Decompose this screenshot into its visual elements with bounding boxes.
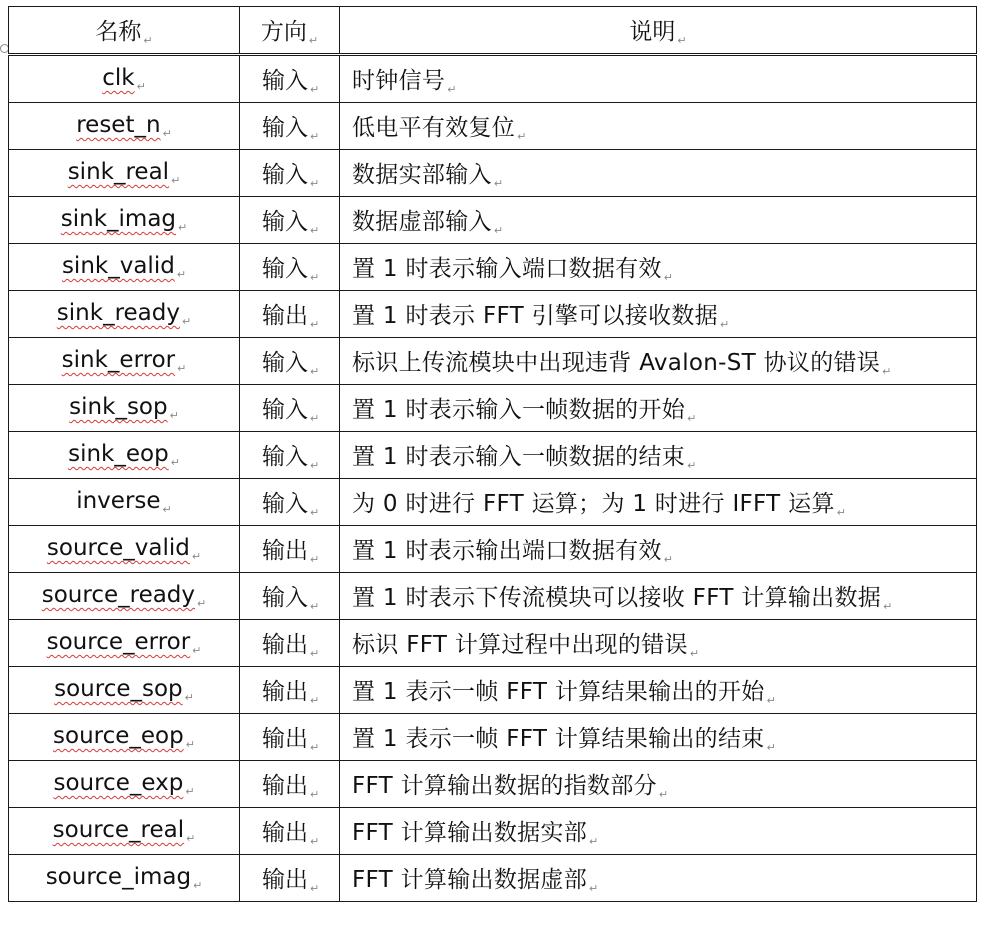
- signal-name-cell[interactable]: [9, 479, 240, 526]
- header-direction-label: 方向: [260, 19, 307, 45]
- table-row: [9, 197, 977, 244]
- paragraph-mark-icon: ↵: [310, 647, 320, 660]
- paragraph-mark-icon: ↵: [493, 177, 504, 190]
- signal-description-cell-text: FFT 计算输出数据的指数部分: [352, 773, 657, 799]
- signal-direction-cell-text: 输入: [262, 256, 308, 282]
- signal-name-cell-text: source_sop: [54, 676, 183, 702]
- signal-name-cell[interactable]: [9, 714, 240, 761]
- signal-direction-cell-text: 输出: [262, 538, 308, 564]
- paragraph-mark-icon: ↵: [663, 271, 674, 284]
- signal-direction-cell-text: 输入: [262, 68, 308, 94]
- paragraph-mark-icon: ↵: [178, 221, 188, 234]
- signal-name-cell[interactable]: [9, 55, 240, 103]
- signal-name-cell[interactable]: [9, 667, 240, 714]
- signal-description-cell[interactable]: [340, 244, 977, 291]
- paragraph-mark-icon: ↵: [447, 83, 457, 96]
- paragraph-mark-icon: ↵: [186, 832, 196, 845]
- table-row: [9, 432, 977, 479]
- signal-direction-cell[interactable]: [240, 479, 340, 526]
- signal-direction-cell-text: 输入: [262, 115, 308, 141]
- paragraph-mark-icon: ↵: [162, 127, 172, 140]
- paragraph-mark-icon: ↵: [176, 268, 187, 281]
- table-row: [9, 761, 977, 808]
- signal-direction-cell-text: 输入: [262, 444, 308, 470]
- signal-direction-cell[interactable]: [240, 385, 340, 432]
- signal-description-cell[interactable]: [340, 855, 977, 902]
- signal-description-cell[interactable]: [340, 714, 977, 761]
- signal-direction-cell-text: 输出: [262, 820, 308, 846]
- signal-direction-cell[interactable]: [240, 667, 340, 714]
- paragraph-mark-icon: ↵: [197, 597, 207, 610]
- paragraph-mark-icon: ↵: [169, 409, 179, 422]
- paragraph-mark-icon: ↵: [310, 553, 320, 566]
- paragraph-mark-icon: ↵: [162, 503, 172, 516]
- signal-name-cell[interactable]: [9, 150, 240, 197]
- signal-name-cell[interactable]: [9, 385, 240, 432]
- table-row: [9, 573, 977, 620]
- table-row: [9, 479, 977, 526]
- paragraph-mark-icon: ↵: [493, 224, 504, 237]
- signal-description-cell-text: 数据实部输入: [352, 162, 492, 188]
- signal-name-cell[interactable]: [9, 620, 240, 667]
- signal-description-cell[interactable]: [340, 385, 977, 432]
- signal-name-cell-text: reset_n: [76, 112, 161, 138]
- signal-direction-cell[interactable]: [240, 808, 340, 855]
- paragraph-mark-icon: ↵: [185, 785, 195, 798]
- signal-name-cell-text: source_ready: [41, 582, 196, 608]
- paragraph-mark-icon: ↵: [677, 34, 687, 47]
- signal-name-cell[interactable]: [9, 338, 240, 385]
- signal-name-cell-text: inverse: [76, 488, 161, 514]
- signal-name-cell-text: sink_ready: [56, 300, 180, 326]
- header-cell-name: [9, 7, 240, 55]
- table-row: [9, 103, 977, 150]
- signal-direction-cell[interactable]: [240, 432, 340, 479]
- paragraph-mark-icon: ↵: [310, 506, 320, 519]
- paragraph-mark-icon: ↵: [192, 644, 202, 657]
- paragraph-mark-icon: ↵: [310, 882, 320, 895]
- paragraph-mark-icon: ↵: [193, 879, 203, 892]
- paragraph-mark-icon: ↵: [310, 835, 320, 848]
- paragraph-mark-icon: ↵: [687, 412, 697, 425]
- signal-name-cell-text: sink_error: [61, 347, 176, 373]
- signal-name-cell-text: sink_valid: [61, 253, 175, 279]
- table-row: [9, 55, 977, 103]
- paragraph-mark-icon: ↵: [310, 694, 320, 707]
- signal-direction-cell-text: 输入: [262, 585, 308, 611]
- signal-description-cell-text: 置 1 时表示下传流模块可以接收 FFT 计算输出数据: [352, 585, 882, 611]
- signal-description-cell[interactable]: [340, 620, 977, 667]
- signal-description-cell[interactable]: [340, 526, 977, 573]
- paragraph-mark-icon: ↵: [658, 788, 669, 801]
- signal-description-cell[interactable]: [340, 55, 977, 103]
- signal-name-cell-text: sink_real: [67, 159, 170, 185]
- table-row: [9, 620, 977, 667]
- header-row: [9, 7, 977, 55]
- table-header: [9, 7, 977, 55]
- signal-name-cell-text: clk: [102, 65, 135, 91]
- paragraph-mark-icon: ↵: [719, 318, 730, 331]
- paragraph-mark-icon: ↵: [310, 600, 320, 613]
- signal-direction-cell[interactable]: [240, 714, 340, 761]
- signal-name-cell-text: sink_imag: [60, 206, 177, 232]
- signal-description-cell[interactable]: [340, 479, 977, 526]
- table-row: [9, 526, 977, 573]
- signal-description-cell-text: 置 1 时表示输出端口数据有效: [352, 538, 662, 564]
- paragraph-mark-icon: ↵: [517, 130, 527, 143]
- signal-direction-cell-text: 输入: [262, 350, 308, 376]
- signal-description-cell-text: 为 0 时进行 FFT 运算；为 1 时进行 IFFT 运算: [352, 491, 835, 517]
- signal-direction-cell-text: 输出: [262, 867, 308, 893]
- paragraph-mark-icon: ↵: [170, 456, 180, 469]
- signal-description-cell-text: 置 1 时表示输入一帧数据的结束: [352, 444, 686, 470]
- signal-description-cell-text: 置 1 时表示输入一帧数据的开始: [352, 397, 686, 423]
- signal-direction-cell-text: 输出: [262, 679, 308, 705]
- signal-description-cell[interactable]: [340, 338, 977, 385]
- signal-direction-cell[interactable]: [240, 291, 340, 338]
- signal-description-cell-text: 低电平有效复位: [352, 115, 516, 141]
- signal-name-cell-text: source_real: [52, 817, 185, 843]
- signal-direction-cell[interactable]: [240, 620, 340, 667]
- signal-description-cell[interactable]: [340, 197, 977, 244]
- signal-name-cell-text: source_exp: [53, 770, 184, 796]
- paragraph-mark-icon: ↵: [836, 506, 847, 519]
- signal-description-cell-text: 时钟信号: [352, 68, 446, 94]
- paragraph-mark-icon: ↵: [310, 412, 320, 425]
- table-row: [9, 338, 977, 385]
- paragraph-mark-icon: ↵: [308, 34, 319, 47]
- signal-name-cell[interactable]: [9, 197, 240, 244]
- paragraph-mark-icon: ↵: [310, 318, 320, 331]
- paragraph-mark-icon: ↵: [766, 741, 777, 754]
- signal-direction-cell[interactable]: [240, 855, 340, 902]
- signal-name-cell[interactable]: [9, 291, 240, 338]
- signal-direction-cell[interactable]: [240, 55, 340, 103]
- paragraph-mark-icon: ↵: [310, 459, 320, 472]
- signal-name-cell-text: sink_eop: [68, 441, 169, 467]
- paragraph-mark-icon: ↵: [310, 788, 320, 801]
- signal-description-cell-text: 数据虚部输入: [352, 209, 492, 235]
- table-body: [9, 55, 977, 902]
- signal-description-cell[interactable]: [340, 291, 977, 338]
- paragraph-mark-icon: ↵: [310, 365, 320, 378]
- signal-name-cell[interactable]: [9, 103, 240, 150]
- header-cell-direction: [240, 7, 340, 55]
- signal-direction-cell[interactable]: [240, 526, 340, 573]
- signal-name-cell-text: source_eop: [53, 723, 184, 749]
- signal-description-cell[interactable]: [340, 761, 977, 808]
- signal-name-cell[interactable]: [9, 573, 240, 620]
- table-row: [9, 667, 977, 714]
- paragraph-mark-icon: ↵: [177, 362, 187, 375]
- signal-name-cell[interactable]: [9, 244, 240, 291]
- paragraph-mark-icon: ↵: [310, 130, 320, 143]
- signal-direction-cell-text: 输入: [262, 209, 308, 235]
- signal-description-cell[interactable]: [340, 573, 977, 620]
- paragraph-mark-icon: ↵: [310, 271, 320, 284]
- signal-description-cell[interactable]: [340, 808, 977, 855]
- signal-direction-cell[interactable]: [240, 103, 340, 150]
- header-name-label: 名称: [95, 19, 142, 45]
- paragraph-mark-icon: ↵: [310, 224, 320, 237]
- signal-direction-cell[interactable]: [240, 761, 340, 808]
- paragraph-mark-icon: ↵: [310, 177, 320, 190]
- signal-direction-cell-text: 输入: [262, 397, 308, 423]
- signal-description-cell-text: 置 1 表示一帧 FFT 计算结果输出的开始: [352, 679, 765, 705]
- signal-name-cell-text: source_valid: [46, 535, 190, 561]
- paragraph-mark-icon: ↵: [143, 34, 153, 47]
- signal-name-cell-text: source_error: [46, 629, 191, 655]
- signal-direction-cell-text: 输入: [262, 491, 308, 517]
- signal-direction-cell-text: 输出: [262, 303, 308, 329]
- paragraph-mark-icon: ↵: [310, 741, 320, 754]
- signal-description-cell-text: 置 1 时表示 FFT 引擎可以接收数据: [352, 303, 718, 329]
- signal-name-cell[interactable]: [9, 808, 240, 855]
- paragraph-mark-icon: ↵: [181, 315, 192, 328]
- table-row: [9, 385, 977, 432]
- signal-table: [8, 6, 977, 902]
- paragraph-mark-icon: ↵: [766, 694, 777, 707]
- table-row: [9, 244, 977, 291]
- signal-direction-cell[interactable]: [240, 573, 340, 620]
- signal-name-cell[interactable]: [9, 432, 240, 479]
- paragraph-mark-icon: ↵: [687, 459, 697, 472]
- header-description-label: 说明: [629, 19, 676, 45]
- signal-description-cell-text: FFT 计算输出数据实部: [352, 820, 588, 846]
- table-row: [9, 291, 977, 338]
- signal-direction-cell[interactable]: [240, 244, 340, 291]
- signal-description-cell-text: 标识 FFT 计算过程中出现的错误: [352, 632, 688, 658]
- table-row: [9, 855, 977, 902]
- signal-name-cell[interactable]: [9, 855, 240, 902]
- paragraph-mark-icon: ↵: [589, 882, 599, 895]
- header-cell-description: [340, 7, 977, 55]
- signal-description-cell[interactable]: [340, 103, 977, 150]
- paragraph-mark-icon: ↵: [882, 365, 892, 378]
- signal-description-cell-text: 标识上传流模块中出现违背 Avalon-ST 协议的错误: [352, 350, 881, 376]
- table-row: [9, 808, 977, 855]
- signal-name-cell-text: source_imag: [45, 864, 192, 890]
- paragraph-mark-icon: ↵: [136, 80, 146, 93]
- paragraph-mark-icon: ↵: [310, 83, 320, 96]
- signal-description-cell-text: 置 1 时表示输入端口数据有效: [352, 256, 662, 282]
- signal-direction-cell[interactable]: [240, 338, 340, 385]
- paragraph-mark-icon: ↵: [185, 738, 195, 751]
- signal-description-cell-text: 置 1 表示一帧 FFT 计算结果输出的结束: [352, 726, 765, 752]
- signal-description-cell-text: FFT 计算输出数据虚部: [352, 867, 588, 893]
- signal-direction-cell-text: 输出: [262, 726, 308, 752]
- paragraph-mark-icon: ↵: [883, 600, 893, 613]
- signal-name-cell-text: sink_sop: [69, 394, 168, 420]
- paragraph-mark-icon: ↵: [589, 835, 599, 848]
- table-row: [9, 150, 977, 197]
- table-row: [9, 714, 977, 761]
- signal-name-cell[interactable]: [9, 761, 240, 808]
- signal-direction-cell[interactable]: [240, 150, 340, 197]
- signal-direction-cell-text: 输出: [262, 773, 308, 799]
- signal-direction-cell-text: 输入: [262, 162, 308, 188]
- paragraph-mark-icon: ↵: [171, 174, 181, 187]
- paragraph-mark-icon: ↵: [663, 553, 674, 566]
- signal-name-cell[interactable]: [9, 526, 240, 573]
- signal-direction-cell-text: 输出: [262, 632, 308, 658]
- signal-description-cell[interactable]: [340, 150, 977, 197]
- paragraph-mark-icon: ↵: [191, 550, 202, 563]
- paragraph-mark-icon: ↵: [184, 691, 194, 704]
- signal-description-cell[interactable]: [340, 432, 977, 479]
- paragraph-mark-icon: ↵: [689, 647, 700, 660]
- signal-direction-cell[interactable]: [240, 197, 340, 244]
- signal-description-cell[interactable]: [340, 667, 977, 714]
